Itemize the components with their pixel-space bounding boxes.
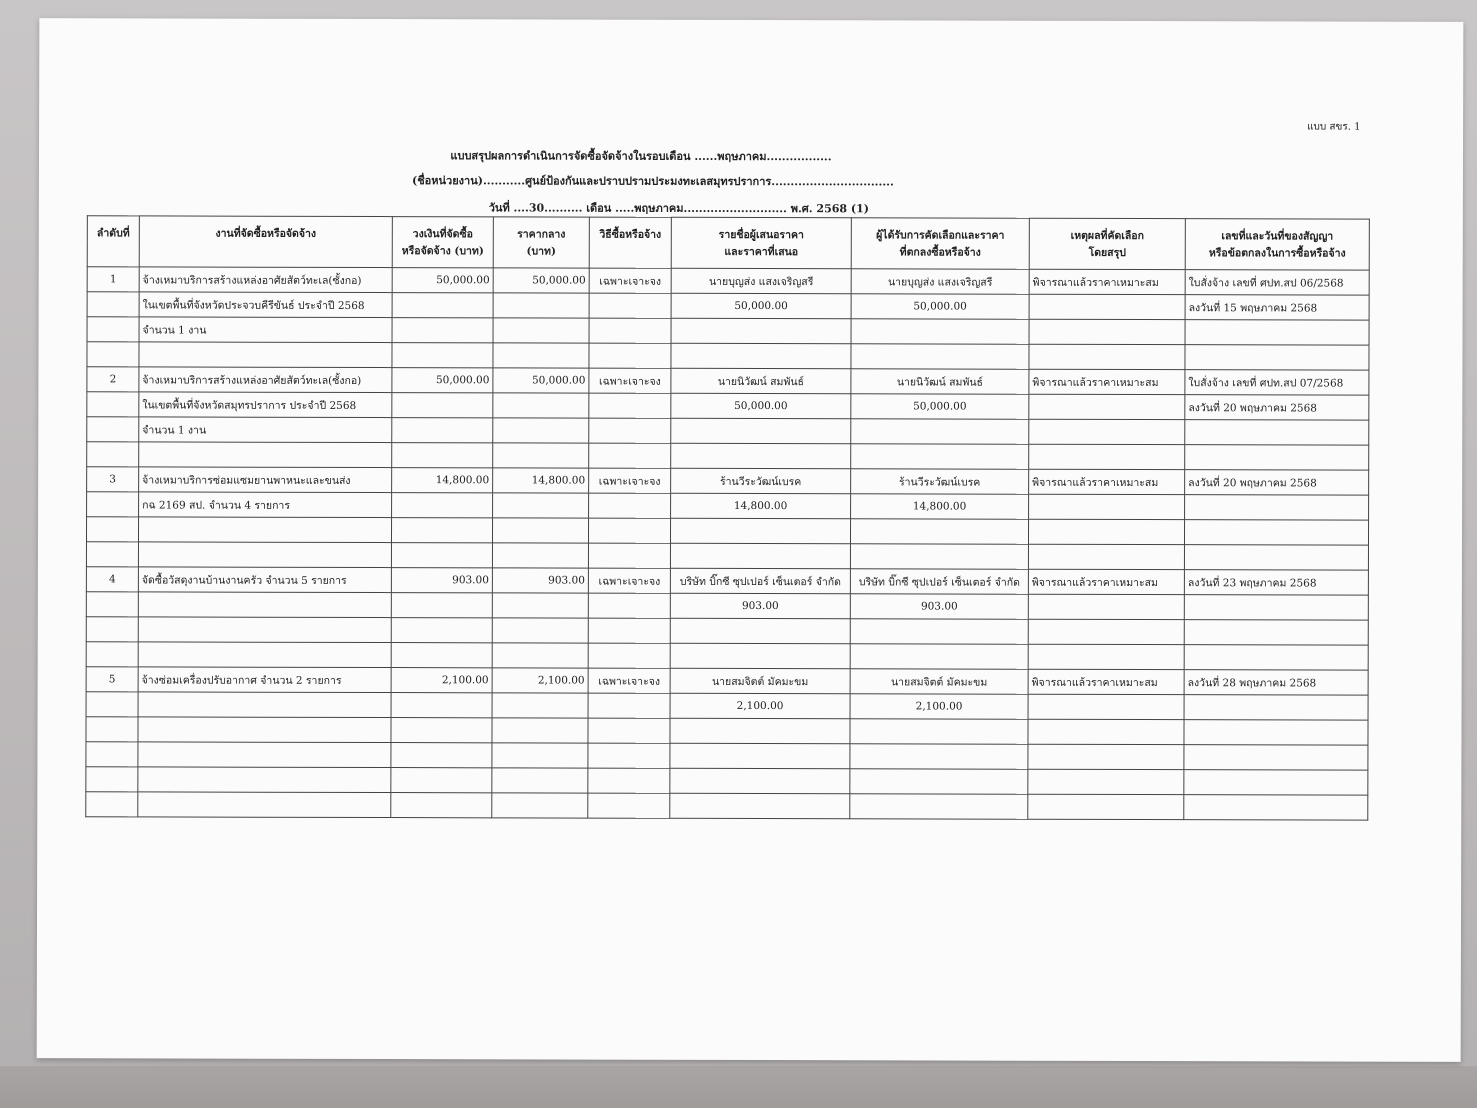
- cell-winner: [850, 719, 1028, 744]
- cell-winner: [851, 319, 1029, 344]
- cell-reason: [1028, 744, 1184, 769]
- cell-no: [86, 792, 138, 817]
- cell-no: 5: [86, 667, 138, 692]
- cell-winner: [850, 769, 1028, 794]
- cell-bidder: ร้านวีระวัฒน์เบรค: [671, 468, 851, 493]
- cell-item: [138, 542, 391, 568]
- cell-contract: [1184, 620, 1368, 645]
- cell-winner: 14,800.00: [851, 494, 1029, 519]
- cell-no: [87, 442, 139, 467]
- cell-budget: [392, 493, 493, 518]
- cell-reason: [1028, 719, 1184, 744]
- cell-bidder: [670, 643, 850, 668]
- header-reason: เหตุผลที่คัดเลือก: [1029, 218, 1185, 244]
- cell-reason: พิจารณาแล้วราคาเหมาะสม: [1028, 669, 1184, 694]
- cell-median: [492, 643, 588, 668]
- cell-item: ในเขตพื้นที่จังหวัดสมุทรปราการ ประจำปี 2568: [139, 392, 392, 418]
- cell-median: [492, 593, 588, 618]
- cell-reason: [1028, 544, 1184, 569]
- cell-no: [87, 317, 139, 342]
- header-no: ลำดับที่: [87, 216, 139, 242]
- cell-winner: [850, 794, 1028, 819]
- cell-median: 50,000.00: [493, 368, 589, 393]
- header-budget-2: หรือจัดจ้าง (บาท): [392, 242, 493, 268]
- cell-budget: [391, 768, 492, 793]
- cell-median: [492, 793, 588, 818]
- cell-budget: 2,100.00: [391, 668, 492, 693]
- cell-method: เฉพาะเจาะจง: [588, 668, 670, 693]
- cell-method: [589, 418, 671, 443]
- cell-budget: [391, 518, 492, 543]
- cell-contract: [1185, 420, 1369, 445]
- cell-reason: [1028, 694, 1184, 719]
- cell-budget: [392, 293, 493, 318]
- cell-budget: 903.00: [391, 568, 492, 593]
- cell-item: [138, 742, 391, 768]
- header-budget: วงเงินที่จัดซื้อ: [392, 217, 493, 243]
- date-line: วันที่ ....30.......... เดือน .....พฤษภาคม........................... พ.ศ. 2568 (1): [488, 201, 869, 216]
- cell-item: จำนวน 1 งาน: [139, 417, 392, 443]
- cell-item: จ้างเหมาบริการสร้างแหล่งอาศัยสัตว์ทะเล(ซั้งกอ): [139, 267, 392, 293]
- header-row-2: [87, 241, 1369, 270]
- cell-no: [86, 717, 138, 742]
- cell-no: 4: [86, 567, 138, 592]
- cell-budget: [391, 693, 492, 718]
- cell-contract: [1185, 320, 1369, 345]
- cell-median: [492, 618, 588, 643]
- cell-median: [492, 768, 588, 793]
- header-winner-2: ที่ตกลงซื้อหรือจ้าง: [851, 243, 1029, 269]
- cell-item: ในเขตพื้นที่จังหวัดประจวบคีรีขันธ์ ประจำปี 2568: [139, 292, 392, 318]
- cell-median: [493, 493, 589, 518]
- cell-reason: พิจารณาแล้วราคาเหมาะสม: [1029, 469, 1185, 494]
- cell-reason: [1029, 419, 1185, 444]
- cell-budget: [392, 343, 493, 368]
- cell-median: 50,000.00: [493, 268, 589, 293]
- cell-bidder: [671, 318, 851, 343]
- cell-method: เฉพาะเจาะจง: [588, 568, 670, 593]
- cell-reason: [1028, 594, 1184, 619]
- cell-contract: [1184, 720, 1368, 745]
- cell-method: เฉพาะเจาะจง: [589, 468, 671, 493]
- cell-method: [589, 293, 671, 318]
- cell-method: [588, 618, 670, 643]
- cell-winner: ร้านวีระวัฒน์เบรค: [851, 469, 1029, 494]
- cell-winner: นายบุญส่ง แสงเจริญสรี: [851, 269, 1029, 294]
- cell-method: [588, 543, 670, 568]
- cell-no: [86, 542, 138, 567]
- cell-item: [138, 767, 391, 793]
- cell-winner: [851, 419, 1029, 444]
- cell-median: 903.00: [492, 568, 588, 593]
- cell-budget: [391, 718, 492, 743]
- cell-reason: [1029, 294, 1185, 319]
- cell-method: [588, 768, 670, 793]
- cell-winner: [851, 444, 1029, 469]
- cell-reason: [1028, 619, 1184, 644]
- cell-bidder: นายนิวัฒน์ สมพันธ์: [671, 368, 851, 393]
- cell-method: [589, 443, 671, 468]
- cell-item: จำนวน 1 งาน: [139, 317, 392, 343]
- header-item: งานที่จัดซื้อหรือจัดจ้าง: [139, 216, 392, 242]
- table-row: [87, 467, 1369, 495]
- cell-median: [493, 418, 589, 443]
- cell-budget: [392, 443, 493, 468]
- cell-bidder: นายบุญส่ง แสงเจริญสรี: [671, 268, 851, 293]
- document-title: แบบสรุปผลการดำเนินการจัดซื้อจัดจ้างในรอบเดือน ......พฤษภาคม.................: [450, 149, 832, 164]
- cell-item: [138, 592, 391, 618]
- cell-winner: [850, 519, 1028, 544]
- header-row-1: [87, 216, 1369, 245]
- cell-contract: [1184, 770, 1368, 795]
- cell-no: [86, 642, 138, 667]
- table-row: [87, 267, 1369, 295]
- cell-reason: [1029, 444, 1185, 469]
- cell-method: [588, 643, 670, 668]
- header-bidders-2: และราคาที่เสนอ: [671, 243, 851, 269]
- cell-bidder: [670, 518, 850, 543]
- cell-budget: [391, 793, 492, 818]
- cell-reason: [1028, 519, 1184, 544]
- header-contract: เลขที่และวันที่ของสัญญา: [1185, 219, 1369, 245]
- table-row: [86, 542, 1368, 570]
- cell-no: [86, 517, 138, 542]
- cell-budget: [391, 643, 492, 668]
- cell-contract: [1184, 595, 1368, 620]
- cell-reason: พิจารณาแล้วราคาเหมาะสม: [1028, 569, 1184, 594]
- cell-bidder: 2,100.00: [670, 693, 850, 718]
- cell-reason: พิจารณาแล้วราคาเหมาะสม: [1029, 369, 1185, 394]
- header-contract-2: หรือข้อตกลงในการซื้อหรือจ้าง: [1185, 244, 1369, 270]
- cell-winner: 50,000.00: [851, 294, 1029, 319]
- cell-winner: [850, 644, 1028, 669]
- cell-winner: บริษัท บิ๊กซี ซุปเปอร์ เซ็นเตอร์ จำกัด: [850, 569, 1028, 594]
- header-median: ราคากลาง: [493, 217, 589, 243]
- table-row: [86, 592, 1368, 620]
- cell-bidder: 14,800.00: [671, 493, 851, 518]
- cell-no: [87, 392, 139, 417]
- cell-contract: ใบสั่งจ้าง เลขที่ ศปท.สป 06/2568: [1185, 270, 1369, 295]
- cell-winner: 2,100.00: [850, 694, 1028, 719]
- cell-method: เฉพาะเจาะจง: [589, 268, 671, 293]
- header-reason-2: โดยสรุป: [1029, 244, 1185, 270]
- cell-reason: [1029, 494, 1185, 519]
- cell-no: [86, 592, 138, 617]
- cell-reason: [1029, 319, 1185, 344]
- cell-median: [492, 693, 588, 718]
- cell-contract: ลงวันที่ 15 พฤษภาคม 2568: [1185, 295, 1369, 320]
- cell-item: จ้างซ่อมเครื่องปรับอากาศ จำนวน 2 รายการ: [138, 667, 391, 693]
- header-median-2: (บาท): [493, 242, 589, 268]
- cell-method: [589, 493, 671, 518]
- cell-bidder: [670, 543, 850, 568]
- cell-item: กฉ 2169 สป. จำนวน 4 รายการ: [139, 492, 392, 518]
- table-row: [86, 642, 1368, 670]
- cell-no: [87, 342, 139, 367]
- table-row: [86, 742, 1368, 770]
- cell-method: [588, 593, 670, 618]
- cell-budget: [391, 743, 492, 768]
- cell-method: [588, 743, 670, 768]
- table-body: [86, 267, 1369, 820]
- cell-contract: [1184, 695, 1368, 720]
- cell-item: [139, 442, 392, 468]
- cell-reason: [1029, 394, 1185, 419]
- cell-contract: [1184, 795, 1368, 820]
- cell-winner: [850, 744, 1028, 769]
- cell-budget: 14,800.00: [392, 468, 493, 493]
- cell-median: [493, 343, 589, 368]
- table-row: [86, 767, 1368, 795]
- agency-line: (ชื่อหน่วยงาน)...........ศูนย์ป้องกันและปราบปรามประมงทะเลสมุทรปราการ................................: [412, 174, 894, 189]
- cell-budget: [392, 393, 493, 418]
- table-row: [86, 517, 1368, 545]
- table-row: [87, 492, 1369, 520]
- cell-bidder: [670, 768, 850, 793]
- table-row: [86, 567, 1368, 595]
- cell-no: [86, 617, 138, 642]
- cell-no: [86, 692, 138, 717]
- table-row: [86, 692, 1368, 720]
- cell-median: [493, 393, 589, 418]
- cell-item: จ้างเหมาบริการสร้างแหล่งอาศัยสัตว์ทะเล(ซั้งกอ): [139, 367, 392, 393]
- cell-no: [87, 417, 139, 442]
- cell-bidder: [670, 793, 850, 818]
- table-row: [87, 317, 1369, 345]
- cell-budget: [391, 618, 492, 643]
- table-row: [86, 792, 1368, 820]
- cell-bidder: [671, 343, 851, 368]
- cell-method: [588, 793, 670, 818]
- table-row: [87, 417, 1369, 445]
- header-method: วิธีซื้อหรือจ้าง: [589, 217, 671, 243]
- cell-contract: [1184, 645, 1368, 670]
- desk-surface: [0, 1066, 1477, 1108]
- cell-budget: 50,000.00: [392, 368, 493, 393]
- cell-method: [589, 318, 671, 343]
- cell-reason: พิจารณาแล้วราคาเหมาะสม: [1029, 269, 1185, 294]
- cell-winner: นายสมจิตต์ มัคมะขม: [850, 669, 1028, 694]
- cell-budget: [391, 593, 492, 618]
- cell-contract: ลงวันที่ 20 พฤษภาคม 2568: [1185, 395, 1369, 420]
- table-row: [86, 667, 1368, 695]
- cell-median: [493, 318, 589, 343]
- cell-median: [493, 443, 589, 468]
- cell-item: [138, 517, 391, 543]
- cell-item: [138, 617, 391, 643]
- table-row: [86, 617, 1368, 645]
- cell-contract: ลงวันที่ 23 พฤษภาคม 2568: [1184, 570, 1368, 595]
- cell-bidder: 50,000.00: [671, 293, 851, 318]
- cell-bidder: [671, 418, 851, 443]
- cell-bidder: [670, 718, 850, 743]
- cell-budget: 50,000.00: [392, 268, 493, 293]
- cell-no: [86, 742, 138, 767]
- cell-bidder: 50,000.00: [671, 393, 851, 418]
- table-row: [87, 367, 1369, 395]
- cell-median: 14,800.00: [493, 468, 589, 493]
- cell-no: [87, 292, 139, 317]
- cell-item: [138, 692, 391, 718]
- cell-item: จ้างเหมาบริการซ่อมแซมยานพาหนะและขนส่ง: [139, 467, 392, 493]
- cell-contract: [1185, 345, 1369, 370]
- cell-winner: [850, 544, 1028, 569]
- cell-contract: [1184, 520, 1368, 545]
- cell-median: [492, 518, 588, 543]
- cell-median: 2,100.00: [492, 668, 588, 693]
- cell-method: [588, 518, 670, 543]
- header-winner: ผู้ได้รับการคัดเลือกและราคา: [851, 218, 1029, 244]
- cell-method: เฉพาะเจาะจง: [589, 368, 671, 393]
- cell-contract: [1184, 545, 1368, 570]
- cell-no: [87, 492, 139, 517]
- cell-item: จัดซื้อวัสดุงานบ้านงานครัว จำนวน 5 รายการ: [138, 567, 391, 593]
- cell-bidder: 903.00: [670, 593, 850, 618]
- cell-item: [139, 342, 392, 368]
- form-code: แบบ สขร. 1: [1307, 121, 1361, 133]
- cell-contract: [1185, 445, 1369, 470]
- cell-median: [492, 543, 588, 568]
- cell-bidder: [671, 443, 851, 468]
- cell-budget: [392, 318, 493, 343]
- document-page: [37, 18, 1464, 1062]
- cell-median: [492, 743, 588, 768]
- cell-reason: [1028, 769, 1184, 794]
- cell-no: [86, 767, 138, 792]
- table-row: [87, 392, 1369, 420]
- cell-bidder: บริษัท บิ๊กซี ซุปเปอร์ เซ็นเตอร์ จำกัด: [670, 568, 850, 593]
- table-row: [87, 292, 1369, 320]
- cell-bidder: [670, 743, 850, 768]
- cell-reason: [1029, 344, 1185, 369]
- table-row: [87, 442, 1369, 470]
- procurement-table: [85, 215, 1370, 820]
- cell-contract: ลงวันที่ 20 พฤษภาคม 2568: [1185, 470, 1369, 495]
- cell-winner: [850, 619, 1028, 644]
- cell-method: [588, 693, 670, 718]
- cell-median: [493, 293, 589, 318]
- cell-method: [589, 393, 671, 418]
- cell-winner: นายนิวัฒน์ สมพันธ์: [851, 369, 1029, 394]
- cell-item: [138, 642, 391, 668]
- cell-item: [138, 717, 391, 743]
- cell-contract: ลงวันที่ 28 พฤษภาคม 2568: [1184, 670, 1368, 695]
- cell-bidder: [670, 618, 850, 643]
- cell-reason: [1028, 644, 1184, 669]
- cell-contract: [1185, 495, 1369, 520]
- cell-item: [138, 792, 391, 818]
- cell-winner: [851, 344, 1029, 369]
- cell-method: [588, 718, 670, 743]
- cell-reason: [1028, 794, 1184, 819]
- cell-budget: [391, 543, 492, 568]
- table-row: [87, 342, 1369, 370]
- cell-no: 2: [87, 367, 139, 392]
- cell-winner: 50,000.00: [851, 394, 1029, 419]
- cell-bidder: นายสมจิตต์ มัคมะขม: [670, 668, 850, 693]
- cell-no: 1: [87, 267, 139, 292]
- cell-contract: [1184, 745, 1368, 770]
- cell-contract: ใบสั่งจ้าง เลขที่ ศปท.สป 07/2568: [1185, 370, 1369, 395]
- cell-method: [589, 343, 671, 368]
- table-row: [86, 717, 1368, 745]
- cell-budget: [392, 418, 493, 443]
- cell-winner: 903.00: [850, 594, 1028, 619]
- cell-no: 3: [87, 467, 139, 492]
- header-bidders: รายชื่อผู้เสนอราคา: [671, 217, 851, 243]
- cell-median: [492, 718, 588, 743]
